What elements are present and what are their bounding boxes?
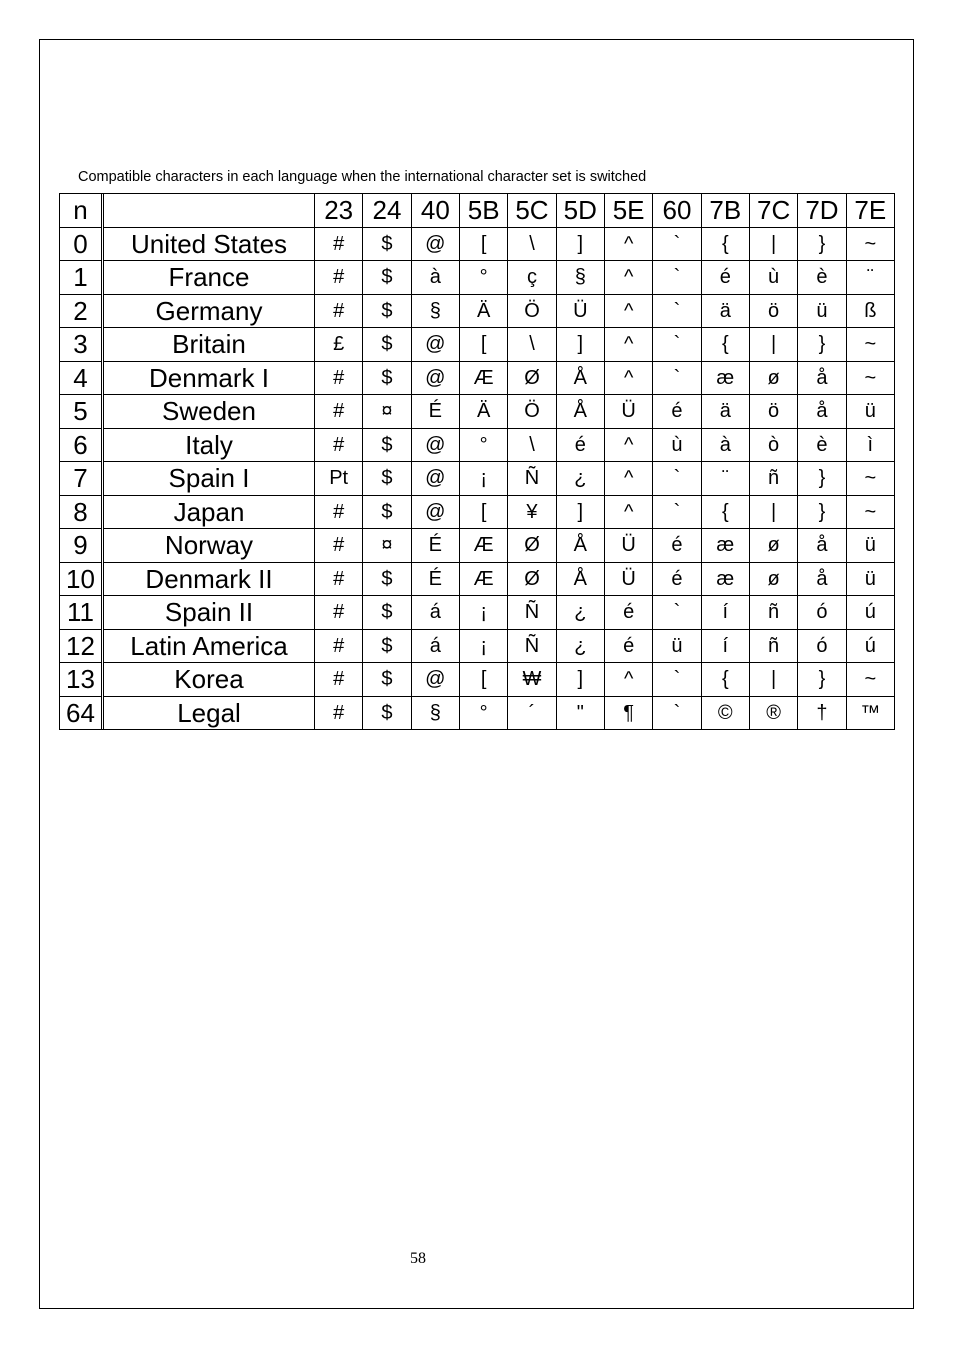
character-cell: $ [363,629,411,663]
character-cell: # [315,261,363,295]
row-language: Spain I [104,462,315,496]
character-cell: @ [411,227,459,261]
character-cell: ø [749,361,797,395]
character-cell: \ [508,328,556,362]
row-number: 6 [60,428,102,462]
character-cell: ù [749,261,797,295]
character-cell: ¶ [604,696,652,730]
row-number: 8 [60,495,102,529]
character-cell: ø [749,562,797,596]
character-set-table [59,193,895,730]
character-cell: ` [653,696,701,730]
character-cell: á [411,629,459,663]
character-cell: é [604,596,652,630]
character-cell: ¿ [556,629,604,663]
character-cell: ` [653,596,701,630]
character-cell: $ [363,227,411,261]
character-cell: ¡ [459,462,507,496]
character-cell: " [556,696,604,730]
character-cell: ` [653,328,701,362]
character-cell: © [701,696,749,730]
header-code: 7B [701,194,749,228]
character-cell: # [315,428,363,462]
character-cell: Ö [508,294,556,328]
row-number: 0 [60,227,102,261]
row-number: 3 [60,328,102,362]
character-cell: ° [459,261,507,295]
character-cell: Å [556,395,604,429]
character-cell: ^ [604,227,652,261]
table-row [60,395,895,429]
row-number: 13 [60,663,102,697]
character-cell: { [701,227,749,261]
character-cell: å [798,562,846,596]
header-code: 7E [846,194,894,228]
character-cell: Æ [459,361,507,395]
character-cell: í [701,596,749,630]
character-cell: ó [798,629,846,663]
table-caption: Compatible characters in each language when the international character set is switched [78,169,647,185]
row-language: Spain II [104,596,315,630]
character-cell: $ [363,261,411,295]
character-cell: Ü [604,395,652,429]
header-code: 5D [556,194,604,228]
character-cell: $ [363,495,411,529]
character-cell: ^ [604,328,652,362]
character-cell: é [653,562,701,596]
character-cell: Ø [508,361,556,395]
character-cell: £ [315,328,363,362]
header-code: 5C [508,194,556,228]
character-cell: ¿ [556,596,604,630]
character-cell: ] [556,495,604,529]
character-cell: ` [653,462,701,496]
row-number: 7 [60,462,102,496]
character-cell: ¡ [459,596,507,630]
character-cell: $ [363,428,411,462]
character-cell: ^ [604,428,652,462]
character-cell: ] [556,663,604,697]
character-cell: à [701,428,749,462]
character-cell: $ [363,562,411,596]
character-cell: { [701,328,749,362]
table-row [60,361,895,395]
row-language: Latin America [104,629,315,663]
row-language: Denmark II [104,562,315,596]
character-cell: # [315,596,363,630]
character-cell: ó [798,596,846,630]
character-cell: # [315,227,363,261]
character-cell: | [749,495,797,529]
table-row [60,629,895,663]
row-language: United States [104,227,315,261]
character-cell: } [798,328,846,362]
character-cell: Ä [459,294,507,328]
character-cell: Ä [459,395,507,429]
character-cell: Å [556,529,604,563]
character-cell: ` [653,495,701,529]
character-cell: # [315,696,363,730]
header-code: 23 [315,194,363,228]
header-code: 60 [653,194,701,228]
character-cell: é [653,529,701,563]
row-language: Denmark I [104,361,315,395]
row-number: 2 [60,294,102,328]
character-cell: # [315,529,363,563]
header-code: 7D [798,194,846,228]
table-body [60,194,895,730]
character-cell: ^ [604,261,652,295]
character-cell: ^ [604,663,652,697]
row-number: 4 [60,361,102,395]
character-cell: Ø [508,529,556,563]
character-cell: ® [749,696,797,730]
row-number: 12 [60,629,102,663]
character-cell: ^ [604,495,652,529]
character-cell: [ [459,495,507,529]
table-row [60,696,895,730]
character-cell: Ñ [508,596,556,630]
character-cell: ù [653,428,701,462]
table-row [60,294,895,328]
character-cell: $ [363,294,411,328]
character-cell: } [798,462,846,496]
character-cell: \ [508,428,556,462]
character-cell: \ [508,227,556,261]
row-language: Japan [104,495,315,529]
row-number: 10 [60,562,102,596]
character-cell: § [411,294,459,328]
character-cell: ñ [749,596,797,630]
row-language: Britain [104,328,315,362]
character-cell: ü [846,562,894,596]
row-number: 1 [60,261,102,295]
row-language: Legal [104,696,315,730]
character-cell: É [411,529,459,563]
character-cell: ] [556,328,604,362]
header-code: 7C [749,194,797,228]
character-cell: ` [653,663,701,697]
character-cell: ^ [604,361,652,395]
character-cell: ` [653,261,701,295]
character-cell: ~ [846,495,894,529]
character-cell: ç [508,261,556,295]
character-cell: á [411,596,459,630]
character-cell: # [315,395,363,429]
table-row [60,261,895,295]
character-cell: { [701,663,749,697]
row-number: 64 [60,696,102,730]
character-cell: å [798,395,846,429]
character-cell: é [653,395,701,429]
character-cell: # [315,663,363,697]
character-cell: # [315,495,363,529]
character-cell: Ñ [508,462,556,496]
character-cell: # [315,294,363,328]
character-cell: é [604,629,652,663]
character-cell: ü [846,395,894,429]
row-language: Norway [104,529,315,563]
row-number: 5 [60,395,102,429]
character-cell: å [798,361,846,395]
character-cell: ~ [846,462,894,496]
character-cell: ^ [604,462,652,496]
character-cell: ø [749,529,797,563]
character-cell: è [798,428,846,462]
character-cell: É [411,562,459,596]
character-cell: Å [556,361,604,395]
character-cell: @ [411,328,459,362]
character-cell: ] [556,227,604,261]
character-cell: ~ [846,663,894,697]
table-row [60,428,895,462]
row-language: Sweden [104,395,315,429]
character-cell: @ [411,495,459,529]
character-cell: [ [459,328,507,362]
character-cell: ü [798,294,846,328]
table-header-row [60,194,895,228]
character-cell: $ [363,462,411,496]
character-cell: § [556,261,604,295]
character-cell: ₩ [508,663,556,697]
header-code: 24 [363,194,411,228]
character-cell: ´ [508,696,556,730]
character-cell: ¥ [508,495,556,529]
character-cell: ü [653,629,701,663]
character-cell: ì [846,428,894,462]
character-cell: # [315,629,363,663]
character-cell: æ [701,361,749,395]
character-cell: † [798,696,846,730]
character-cell: [ [459,227,507,261]
character-cell: Ø [508,562,556,596]
character-cell: ¡ [459,629,507,663]
character-cell: à [411,261,459,295]
character-cell: é [556,428,604,462]
character-cell: $ [363,696,411,730]
table-row [60,562,895,596]
character-cell: É [411,395,459,429]
character-cell: } [798,663,846,697]
row-language: Korea [104,663,315,697]
character-cell: ú [846,629,894,663]
character-cell: $ [363,596,411,630]
character-cell: Ñ [508,629,556,663]
character-cell: Å [556,562,604,596]
row-number: 9 [60,529,102,563]
character-cell: # [315,562,363,596]
character-cell: ° [459,428,507,462]
character-cell: ~ [846,361,894,395]
character-cell: ñ [749,629,797,663]
row-language: France [104,261,315,295]
character-cell: | [749,663,797,697]
character-cell: ò [749,428,797,462]
character-cell: @ [411,663,459,697]
character-cell: æ [701,529,749,563]
character-cell: } [798,227,846,261]
character-cell: ö [749,395,797,429]
character-cell: í [701,629,749,663]
character-cell: Æ [459,529,507,563]
table-row [60,495,895,529]
character-cell: ~ [846,227,894,261]
character-cell: ñ [749,462,797,496]
header-code: 5B [459,194,507,228]
character-cell: ` [653,361,701,395]
character-cell: ä [701,294,749,328]
row-number: 11 [60,596,102,630]
character-cell: é [701,261,749,295]
character-cell: Pt [315,462,363,496]
page-number: 58 [410,1250,426,1267]
character-cell: ú [846,596,894,630]
character-cell: | [749,328,797,362]
character-cell: å [798,529,846,563]
character-cell: Ö [508,395,556,429]
header-code: 40 [411,194,459,228]
character-cell: ¨ [846,261,894,295]
character-cell: ™ [846,696,894,730]
character-cell: ¨ [701,462,749,496]
character-cell: ¤ [363,529,411,563]
row-language: Italy [104,428,315,462]
row-language: Germany [104,294,315,328]
character-cell: æ [701,562,749,596]
character-cell: # [315,361,363,395]
table-row [60,462,895,496]
character-cell: | [749,227,797,261]
character-cell: ~ [846,328,894,362]
character-cell: ` [653,294,701,328]
character-cell: ¤ [363,395,411,429]
header-code: 5E [604,194,652,228]
character-cell: } [798,495,846,529]
character-cell: @ [411,428,459,462]
character-cell: è [798,261,846,295]
character-cell: ö [749,294,797,328]
header-n: n [60,194,102,228]
character-cell: Æ [459,562,507,596]
character-cell: [ [459,663,507,697]
character-cell: ß [846,294,894,328]
character-cell: ü [846,529,894,563]
character-cell: § [411,696,459,730]
character-cell: ¿ [556,462,604,496]
character-cell: Ü [556,294,604,328]
character-cell: $ [363,663,411,697]
header-language [104,194,315,228]
table-row [60,663,895,697]
character-cell: Ü [604,562,652,596]
table-row [60,227,895,261]
character-cell: @ [411,361,459,395]
table-row [60,328,895,362]
character-cell: Ü [604,529,652,563]
character-cell: ä [701,395,749,429]
character-cell: ` [653,227,701,261]
character-cell: $ [363,361,411,395]
character-cell: ^ [604,294,652,328]
table-row [60,529,895,563]
table-row [60,596,895,630]
character-cell: ° [459,696,507,730]
character-cell: { [701,495,749,529]
character-cell: @ [411,462,459,496]
character-cell: $ [363,328,411,362]
